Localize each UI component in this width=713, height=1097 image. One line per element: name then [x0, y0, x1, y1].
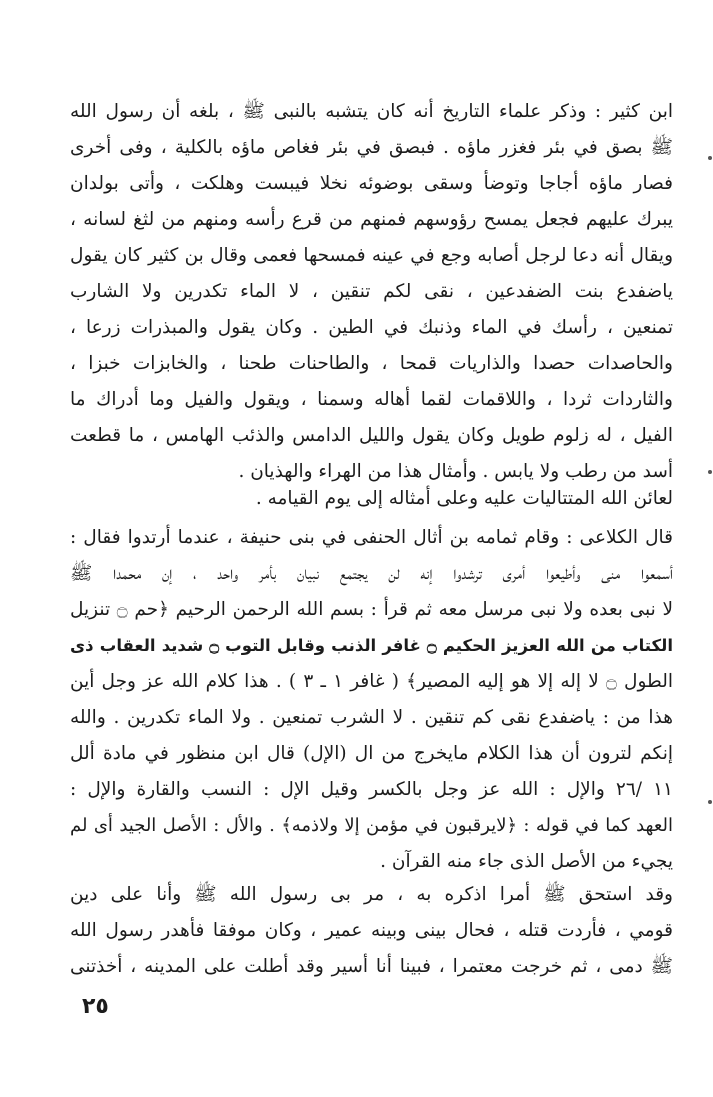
text-line: والحاصدات حصدا والذاريات قمحا ، والطاحنات طحنا ، والخابزات خبزا ، [70, 353, 673, 374]
text-line: ويقال أنه دعا لرجل أصابه وجع في عينه فمسحها فعمى وقال بن كثير كان يقول [70, 245, 673, 266]
text-line: فصار ماؤه أجاجا وتوضأ وسقى بوضوئه نخلا فيبست وهلكت ، وأتى بولدان [70, 173, 673, 194]
text-line: لعائن الله المتتاليات عليه وعلى أمثاله إلى يوم القيامه . [255, 488, 673, 509]
text-line: وقد استحق ﷺ أمرا اذكره به ، مر بى رسول الله ﷺ وأنا على دين [70, 884, 673, 905]
text-line: الطول ۝ لا إله إلا هو إليه المصير﴾ ( غافر ١ ـ ٣ ) . هذا كلام الله عز وجل أين [70, 671, 673, 692]
text-line: قومي ، فأردت قتله ، فحال بينى وبينه عمير ، وكان موفقا فأهدر رسول الله [70, 920, 673, 941]
text-line: ابن كثير : وذكر علماء التاريخ أنه كان يتشبه بالنبى ﷺ ، بلغه أن رسول الله [70, 101, 673, 122]
text-line: والثاردات ثردا ، واللاقمات لقما أهاله وسمنا ، ويقول والفيل وما أدراك ما [70, 389, 673, 410]
text-line: ١١ /٢٦ والإل : الله عز وجل بالكسر وقيل الإل : النسب والقارة والإل : [70, 779, 673, 800]
paragraph-ibn-kathir [70, 94, 673, 490]
paragraph-narration [70, 877, 673, 985]
text-line: يجيء من الأصل الذى جاء منه القرآن . [380, 851, 673, 872]
quran-verse-line: الكتاب من الله العزيز الحكيم ۝ غافر الذنب وقابل التوب ۝ شديد العقاب ذى [70, 636, 673, 655]
text-line: ﷺ دمى ، ثم خرجت معتمرا ، فبينا أنا أسير وقد أطلت على المدينه ، أخذتنى [70, 956, 673, 977]
paragraph-kalai [70, 520, 673, 880]
text-line: لا نبى بعده ولا نبى مرسل معه ثم قرأ : بسم الله الرحمن الرحيم ﴿حم ۝ تنزيل [70, 599, 673, 620]
paragraph-curse [70, 481, 673, 517]
text-line: أسمعوا منى وأطيعوا أمرى ترشدوا إنه لن يجتمع نبيان بأمر واحد ، إن محمدا ﷺ [70, 563, 673, 584]
text-line: الفيل ، له زلوم طويل وكان يقول والليل الدامس والذئب الهامس ، ما قطعت [70, 425, 673, 446]
margin-mark [708, 156, 712, 160]
text-line: تمنعين ، رأسك في الماء وذنبك في الطين . وكان يقول والمبذرات زرعا ، [70, 317, 673, 338]
text-line: إنكم لترون أن هذا الكلام مايخرج من ال (الإل) قال ابن منظور في مادة ألل [70, 743, 673, 764]
text-line: العهد كما في قوله : ﴿لايرقبون في مؤمن إلا ولاذمه﴾ . والأل : الأصل الجيد أى لم [70, 815, 673, 836]
text-line: أسد من رطب ولا يابس . وأمثال هذا من الهراء والهذيان . [238, 461, 673, 482]
margin-mark [708, 470, 712, 474]
margin-mark [708, 800, 712, 804]
text-line: ياضفدع بنت الضفدعين ، نقى لكم تنقين ، لا الماء تكدرين ولا الشارب [70, 281, 673, 302]
page-number: ٢٥ [82, 994, 109, 1019]
text-line: يبرك عليهم فجعل يمسح رؤوسهم فمنهم من قرع رأسه ومنهم من لثغ لسانه ، [70, 209, 673, 230]
text-line: قال الكلاعى : وقام ثمامه بن أثال الحنفى في بنى حنيفة ، عندما أرتدوا فقال : [70, 527, 673, 548]
text-line: ﷺ بصق في بئر فغزر ماؤه . فبصق في بئر فغاص ماؤه بالكلية ، وفى أخرى [70, 137, 673, 158]
text-line: هذا من : ياضفدع نقى كم تنقين . لا الشرب تمنعين . ولا الماء تكدرين . والله [70, 707, 673, 728]
